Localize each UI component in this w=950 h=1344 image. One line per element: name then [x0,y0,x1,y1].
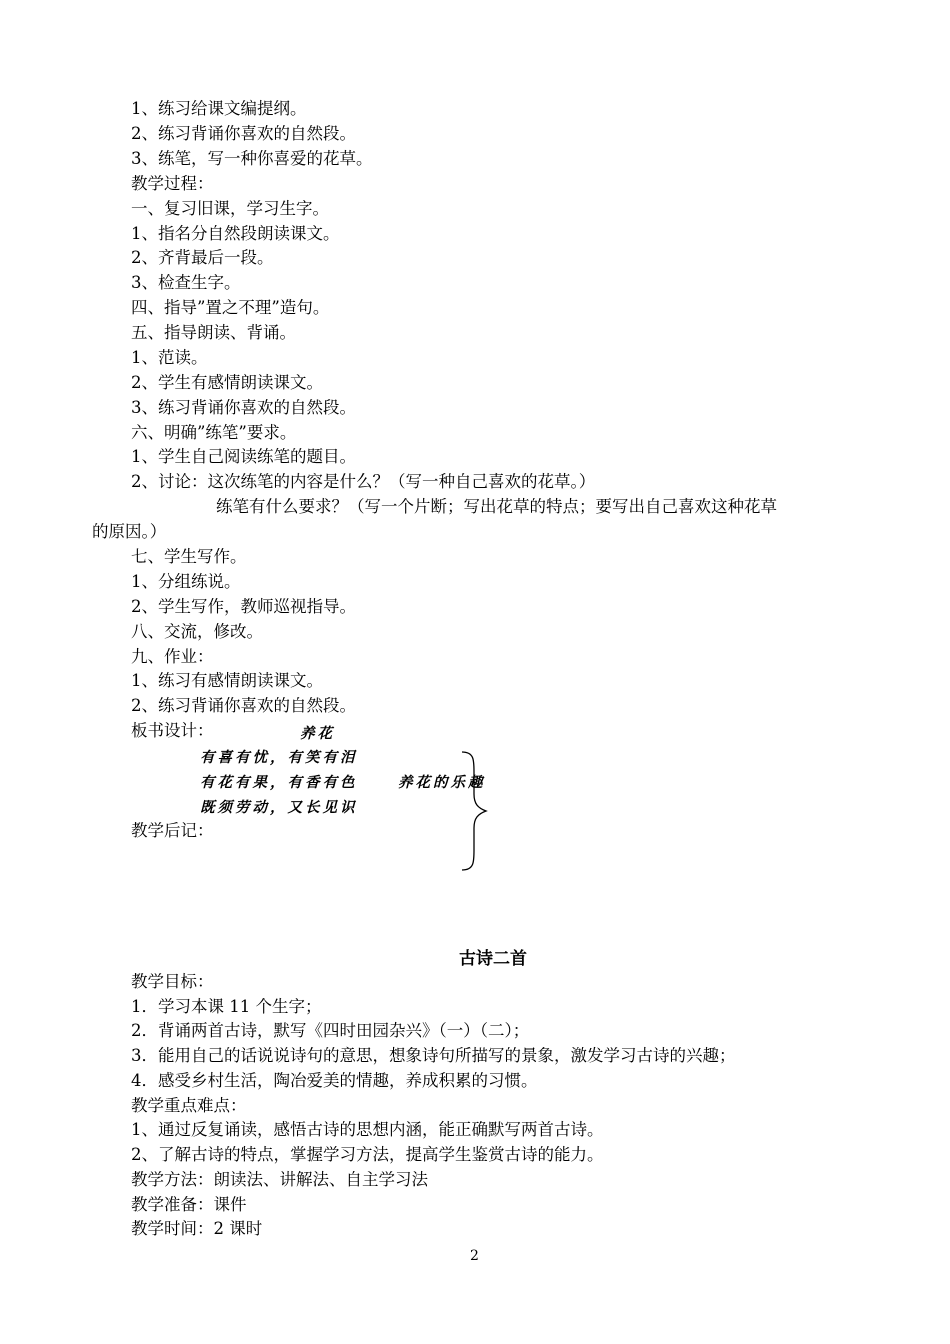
right-brace-icon [452,750,492,872]
board-line: 有喜有忧，有笑有泪 [200,749,358,766]
text-line: 2、练习背诵你喜欢的自然段。 [131,124,356,143]
text-line: 1．学习本课 11 个生字； [131,997,322,1016]
postscript-label: 教学后记： [131,821,214,840]
text-line: 2、讨论：这次练笔的内容是什么？（写一种自己喜欢的花草。） [131,472,596,491]
text-line: 七、学生写作。 [131,547,247,566]
text-line: 3．能用自己的话说说诗句的意思，想象诗句所描写的景象，激发学习古诗的兴趣； [131,1046,736,1065]
text-line: 1、分组练说。 [131,572,241,591]
text-line: 1、学生自己阅读练笔的题目。 [131,447,356,466]
text-line: 3、检查生字。 [131,273,241,292]
board-summary: 养花的乐趣 [398,774,486,791]
text-line: 2．背诵两首古诗，默写《四时田园杂兴》（一）（二）； [131,1021,530,1040]
text-line: 2、了解古诗的特点，掌握学习方法，提高学生鉴赏古诗的能力。 [131,1145,604,1164]
page-number: 2 [470,1248,479,1264]
text-line: 一、复习旧课，学习生字。 [131,199,329,218]
lesson-title: 古诗二首 [459,949,527,969]
text-line: 2、练习背诵你喜欢的自然段。 [131,696,356,715]
text-line: 1、练习有感情朗读课文。 [131,671,323,690]
text-line: 1、通过反复诵读，感悟古诗的思想内涵，能正确默写两首古诗。 [131,1120,604,1139]
section-heading: 教学目标： [131,972,214,991]
text-line: 练笔有什么要求？（写一个片断；写出花草的特点；要写出自己喜欢这种花草 [216,497,777,516]
text-line: 教学方法：朗读法、讲解法、自主学习法 [131,1170,428,1189]
section-heading: 教学重点难点： [131,1096,247,1115]
text-line: 2、学生有感情朗读课文。 [131,373,323,392]
text-line: 2、学生写作，教师巡视指导。 [131,597,356,616]
section-heading: 教学过程： [131,174,214,193]
board-line: 有花有果，有香有色 [200,774,358,791]
text-line: 3、练笔，写一种你喜爱的花草。 [131,149,373,168]
text-line: 2、齐背最后一段。 [131,248,274,267]
text-line: 五、指导朗读、背诵。 [131,323,296,342]
text-line: 四、指导”置之不理”造句。 [131,298,330,317]
text-line: 1、范读。 [131,348,208,367]
text-line: 3、练习背诵你喜欢的自然段。 [131,398,356,417]
text-line: 1、指名分自然段朗读课文。 [131,224,340,243]
text-line: 九、作业： [131,647,214,666]
board-title: 养花 [300,725,335,742]
text-line: 教学准备：课件 [131,1195,247,1214]
text-line: 4．感受乡村生活，陶冶爱美的情趣，养成积累的习惯。 [131,1071,538,1090]
text-line: 的原因。） [92,522,167,541]
board-label: 板书设计： [131,721,214,740]
text-line: 1、练习给课文编提纲。 [131,99,307,118]
text-line: 六、明确”练笔”要求。 [131,423,297,442]
text-line: 教学时间：2 课时 [131,1219,263,1238]
board-line: 既须劳动，又长见识 [200,799,358,816]
text-line: 八、交流，修改。 [131,622,263,641]
